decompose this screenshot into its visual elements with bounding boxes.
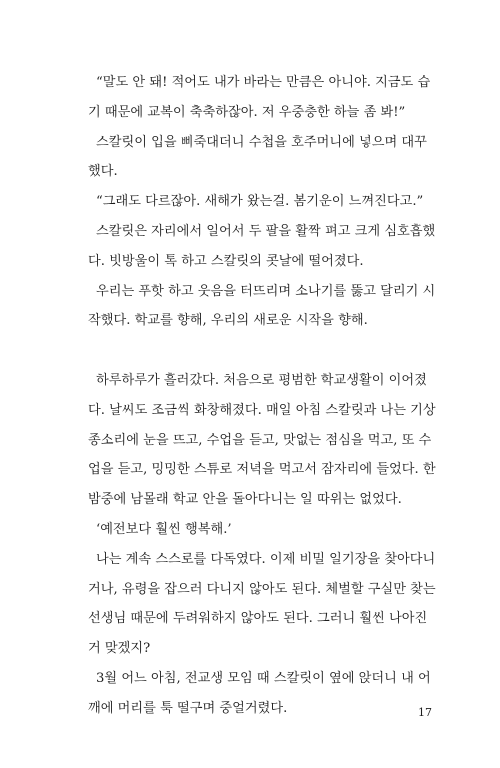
text-line: 거 맞겠지?: [88, 641, 151, 657]
text-line: 업을 듣고, 밍밍한 스튜로 저녁을 먹고서 잠자리에 들었다. 한: [88, 462, 436, 478]
text-line: 스칼릿이 입을 삐죽대더니 수첩을 호주머니에 넣으며 대꾸: [96, 134, 427, 150]
text-section-2: [88, 366, 436, 724]
text-line: 3월 어느 아침, 전교생 모임 때 스칼릿이 옆에 앉더니 내 어: [96, 670, 431, 686]
text-line: 깨에 머리를 툭 떨구며 중얼거렸다.: [88, 700, 288, 716]
text-line: 거나, 유령을 잡으러 다니지 않아도 된다. 체벌할 구실만 찾는: [88, 581, 436, 597]
text-line: 다. 날씨도 조금씩 화창해졌다. 매일 아침 스칼릿과 나는 기상: [88, 402, 436, 418]
text-line: 선생님 때문에 두려워하지 않아도 된다. 그러니 훨씬 나아진: [88, 611, 428, 627]
text-line: “말도 안 돼! 적어도 내가 바라는 만큼은 아니야. 지금도 습: [96, 75, 431, 90]
text-line: 했다.: [88, 164, 118, 180]
text-line: 밤중에 남몰래 학교 안을 돌아다니는 일 따위는 없었다.: [88, 492, 402, 508]
text-line: “그래도 다르잖아. 새해가 왔는걸. 봄기운이 느껴진다고.”: [96, 194, 424, 210]
text-line: 다. 빗방울이 톡 하고 스칼릿의 콧날에 떨어졌다.: [88, 253, 364, 269]
text-line: 스칼릿은 자리에서 일어서 두 팔을 활짝 펴고 크게 심호흡했: [96, 223, 436, 239]
text-line: 기 때문에 교복이 축축하잖아. 저 우중충한 하늘 좀 봐!”: [88, 104, 406, 120]
text-line: 하루하루가 흘러갔다. 처음으로 평범한 학교생활이 이어졌: [96, 373, 427, 388]
text-line: 나는 계속 스스로를 다독였다. 이제 비밀 일기장을 찾아다니: [96, 551, 436, 567]
text-line: 작했다. 학교를 향해, 우리의 새로운 시작을 향해.: [88, 313, 368, 329]
text-section-1: [88, 68, 436, 336]
text-line: ‘예전보다 훨씬 행복해.’: [96, 521, 232, 537]
text-line: 우리는 푸핫 하고 웃음을 터뜨리며 소나기를 뚫고 달리기 시: [96, 283, 436, 299]
text-line: 종소리에 눈을 뜨고, 수업을 듣고, 맛없는 점심을 먹고, 또 수: [88, 432, 432, 448]
page-number: 17: [418, 706, 432, 719]
